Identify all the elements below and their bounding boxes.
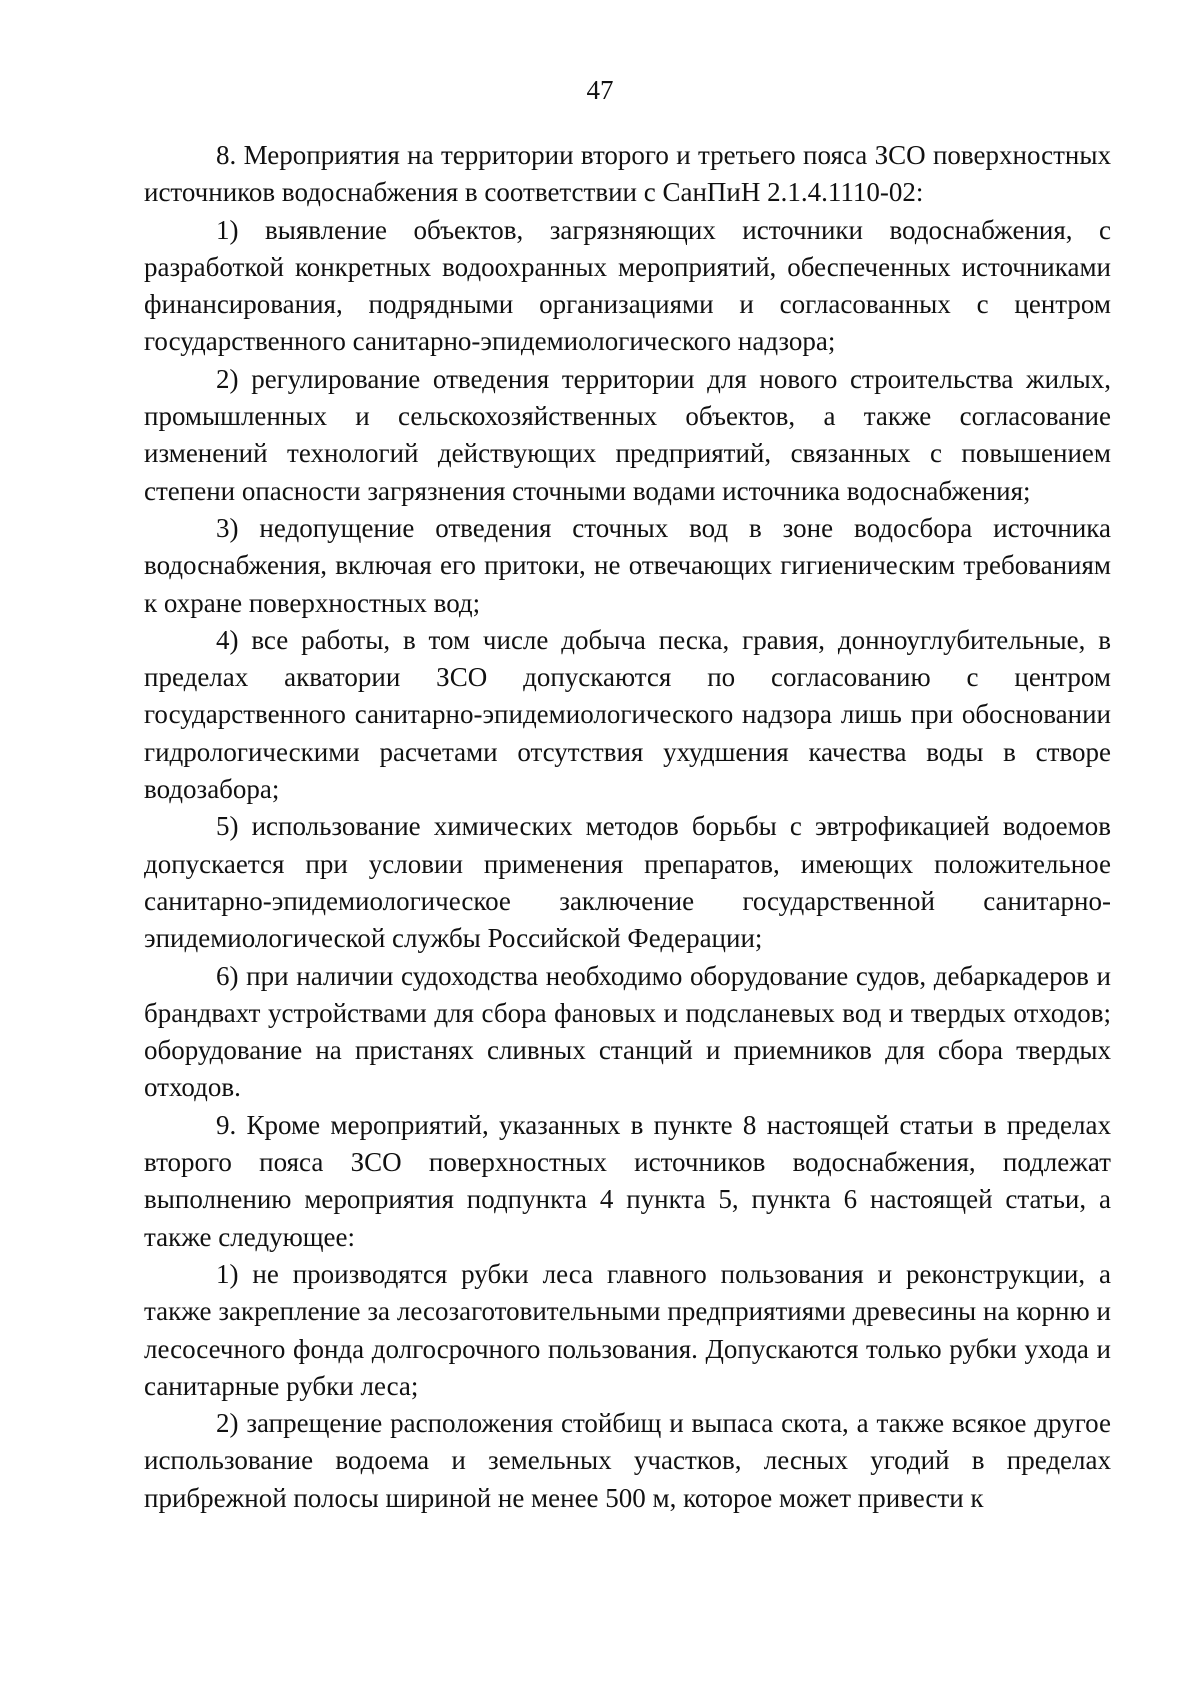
- paragraph-subitem-8-4: 4) все работы, в том числе добыча песка, гравия, донноуглубительные, в пределах акватории ЗСО допускаются по согласованию с центром государственного санитарно-эпидемиологического надзора лишь при обосновании гидрологическими расчетами отсутствия ухудшения качества воды в створе водозабора;: [144, 624, 1111, 805]
- paragraph-subitem-9-2: 2) запрещение расположения стойбищ и выпаса скота, а также всякое другое использование водоема и земельных участков, лесных угодий в пределах прибрежной полосы шириной не менее 500 м, которое может привести к: [144, 1408, 1111, 1513]
- paragraph-subitem-8-1: 1) выявление объектов, загрязняющих источники водоснабжения, с разработкой конкретных водоохранных мероприятий, обеспеченных источниками финансирования, подрядными организациями и согласованных с центром государственного санитарно-эпидемиологического надзора;: [144, 214, 1111, 357]
- paragraph-subitem-8-6: 6) при наличии судоходства необходимо оборудование судов, дебаркадеров и брандвахт устройствами для сбора фановых и подсланевых вод и твердых отходов; оборудование на пристанях сливных станций и приемников для сбора твердых отходов.: [144, 960, 1111, 1103]
- paragraph-subitem-8-2: 2) регулирование отведения территории для нового строительства жилых, промышленных и сельскохозяйственных объектов, а также согласование изменений технологий действующих предприятий, связанных с повышением степени опасности загрязнения сточными водами источника водоснабжения;: [144, 363, 1111, 506]
- paragraph-subitem-8-3: 3) недопущение отведения сточных вод в зоне водосбора источника водоснабжения, включая его притоки, не отвечающих гигиеническим требованиям к охране поверхностных вод;: [144, 512, 1111, 618]
- paragraph-item-8: 8. Мероприятия на территории второго и третьего пояса ЗСО поверхностных источников водоснабжения в соответствии с СанПиН 2.1.4.1110-02:: [144, 140, 1111, 208]
- paragraph-subitem-8-5: 5) использование химических методов борьбы с эвтрофикацией водоемов допускается при условии применения препаратов, имеющих положительное санитарно-эпидемиологическое заключение государственной санитарно-эпидемиологической службы Российской Федерации;: [144, 811, 1111, 954]
- paragraph-item-9: 9. Кроме мероприятий, указанных в пункте 8 настоящей статьи в пределах второго пояса ЗСО поверхностных источников водоснабжения, подлежат выполнению мероприятия подпункта 4 пункта 5, пункта 6 настоящей статьи, а также следующее:: [144, 1109, 1111, 1252]
- document-body: [144, 137, 1111, 1517]
- paragraph-subitem-9-1: 1) не производятся рубки леса главного пользования и реконструкции, а также закрепление за лесозаготовительными предприятиями древесины на корню и лесосечного фонда долгосрочного пользования. Допускаются только рубки ухода и санитарные рубки леса;: [144, 1258, 1111, 1401]
- page-number: 47: [586, 75, 614, 105]
